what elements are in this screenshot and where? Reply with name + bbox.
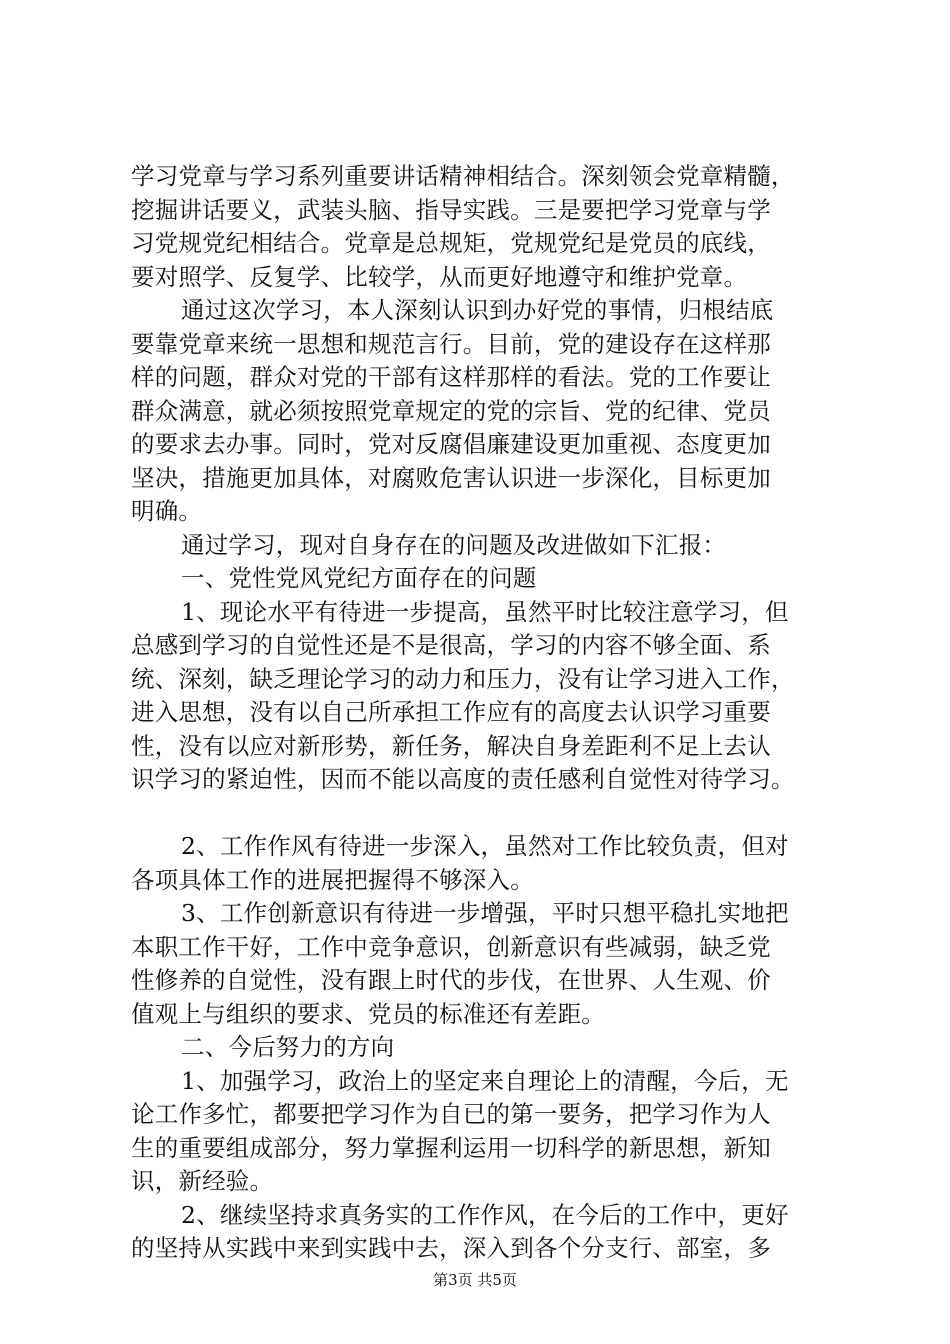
text-line: 进入思想，没有以自己所承担工作应有的高度去认识学习重要 bbox=[131, 698, 771, 726]
text-line: 样的问题，群众对党的干部有这样那样的看法。党的工作要让 bbox=[131, 363, 771, 391]
text-line: 本职工作干好，工作中竞争意识，创新意识有些减弱，缺乏党 bbox=[131, 932, 771, 961]
text-line: 性修养的自觉性，没有跟上时代的步伐，在世界、人生观、价 bbox=[131, 966, 771, 994]
text-line: 挖掘讲话要义，武装头脑、指导实践。三是要把学习党章与学 bbox=[131, 195, 771, 224]
document-body bbox=[131, 160, 831, 1266]
text-line: 习党规党纪相结合。党章是总规矩，党规党纪是党员的底线， bbox=[131, 229, 771, 257]
text-line: 1、加强学习，政治上的坚定来自理论上的清醒，今后，无 bbox=[181, 1066, 789, 1095]
text-line: 性，没有以应对新形势，新任务，解决自身差距利不足上去认 bbox=[131, 731, 771, 760]
text-line: 学习党章与学习系列重要讲话精神相结合。深刻领会党章精髓， bbox=[131, 162, 795, 190]
text-line: 1、现论水平有待进一步提高，虽然平时比较注意学习，但 bbox=[181, 597, 789, 626]
text-line: 识，新经验。 bbox=[131, 1167, 274, 1195]
text-line: 生的重要组成部分，努力掌握利运用一切科学的新思想，新知 bbox=[131, 1133, 771, 1162]
page-number-label: 第3页 共5页 bbox=[433, 1271, 517, 1289]
text-line: 通过学习，现对自身存在的问题及改进做如下汇报： bbox=[181, 530, 727, 559]
text-line: 3、工作创新意识有待进一步增强，平时只想平稳扎实地把 bbox=[181, 899, 789, 927]
text-line: 总感到学习的自觉性还是不是很高，学习的内容不够全面、系 bbox=[131, 631, 771, 659]
text-line: 2、继续坚持求真务实的工作作风，在今后的工作中，更好 bbox=[181, 1200, 789, 1229]
text-line: 各项具体工作的进展把握得不够深入。 bbox=[131, 865, 534, 894]
text-line: 论工作多忙，都要把学习作为自已的第一要务，把学习作为人 bbox=[131, 1100, 771, 1128]
page-footer bbox=[0, 1270, 950, 1290]
text-line: 识学习的紧迫性，因而不能以高度的责任感利自觉性对待学习。 bbox=[131, 765, 795, 793]
text-line: 的要求去办事。同时，党对反腐倡廉建设更加重视、态度更加 bbox=[131, 430, 771, 458]
text-line: 要靠党章来统一思想和规范言行。目前，党的建设存在这样那 bbox=[131, 329, 771, 358]
section-heading: 一、党性党风党纪方面存在的问题 bbox=[181, 564, 537, 592]
blank-line bbox=[131, 797, 831, 831]
text-line: 值观上与组织的要求、党员的标准还有差距。 bbox=[131, 999, 605, 1028]
text-line: 的坚持从实践中来到实践中去，深入到各个分支行、部室，多 bbox=[131, 1234, 771, 1262]
text-line: 明确。 bbox=[131, 497, 203, 525]
text-line: 要对照学、反复学、比较学，从而更好地遵守和维护党章。 bbox=[131, 262, 748, 291]
text-line: 2、工作作风有待进一步深入，虽然对工作比较负责，但对 bbox=[181, 832, 789, 860]
text-line: 统、深刻，缺乏理论学习的动力和压力，没有让学习进入工作， bbox=[131, 664, 795, 693]
text-line: 坚决，措施更加具体，对腐败危害认识进一步深化，目标更加 bbox=[131, 463, 771, 492]
text-line: 群众满意，就必须按照党章规定的党的宗旨、党的纪律、党员 bbox=[131, 396, 771, 425]
text-line: 通过这次学习，本人深刻认识到办好党的事情，归根结底 bbox=[181, 296, 774, 324]
section-heading: 二、今后努力的方向 bbox=[181, 1033, 395, 1061]
